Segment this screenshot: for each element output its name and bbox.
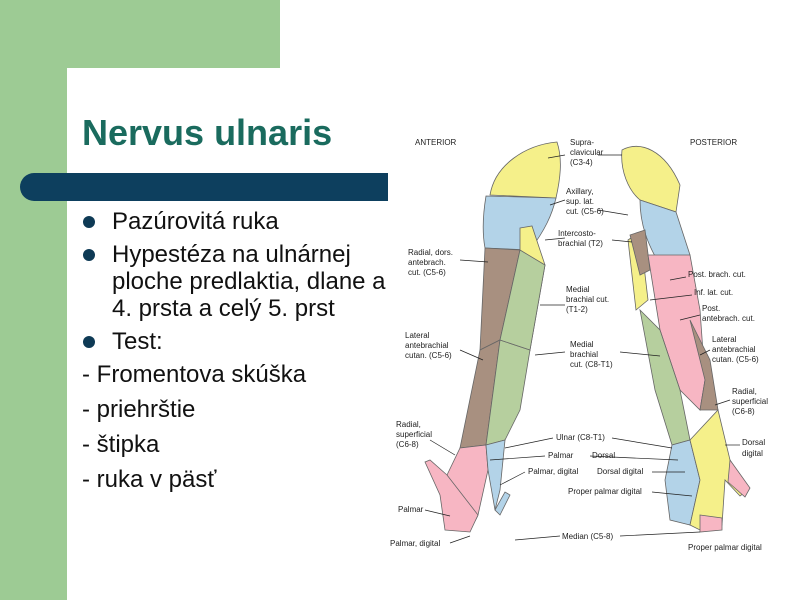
dash-item: - ruka v päsť bbox=[82, 466, 217, 493]
label-radial-superficial-anterior: (C6-8) bbox=[396, 440, 419, 449]
bullet-text: Hypestéza na ulnárnej ploche predlaktia, dlane a 4. prsta a celý 5. prst bbox=[112, 241, 386, 322]
bullet-dot-icon bbox=[83, 249, 95, 261]
bullet-item bbox=[80, 208, 390, 235]
label-lateral-antebrachial-anterior: cutan. (C5-6) bbox=[405, 351, 452, 360]
background-green-left bbox=[0, 0, 67, 600]
posterior-hand-radial bbox=[690, 410, 748, 530]
label-intercostobrachial: Intercosto- bbox=[558, 229, 596, 238]
label-medial-brachial-c8: Medial bbox=[570, 340, 594, 349]
label-palmar-digital-bottom: Palmar, digital bbox=[390, 539, 441, 548]
posterior-thumb bbox=[728, 460, 750, 497]
dash-item: - Fromentova skúška bbox=[82, 361, 307, 388]
bullet-item bbox=[80, 328, 390, 355]
label-lateral-antebrachial-posterior: Lateral bbox=[712, 335, 737, 344]
label-radial-dorsal: Radial, dors. bbox=[408, 248, 453, 257]
dash-item: - štipka bbox=[82, 431, 160, 458]
posterior-shoulder-region bbox=[622, 146, 680, 212]
label-radial-dorsal: cut. (C5-6) bbox=[408, 268, 446, 277]
label-radial-dorsal: antebrach. bbox=[408, 258, 446, 267]
dermatome-diagram bbox=[390, 130, 790, 560]
label-supraclavicular: (C3-4) bbox=[570, 158, 593, 167]
bullet-dot-icon bbox=[83, 336, 95, 348]
label-dorsal-digital-right: digital bbox=[742, 449, 763, 458]
label-axillary: cut. (C5-6) bbox=[566, 207, 604, 216]
label-inf-lat-cut: Inf. lat. cut. bbox=[694, 288, 734, 297]
title-underline-bar bbox=[20, 173, 388, 201]
anterior-upper-arm-region bbox=[483, 196, 556, 250]
label-supraclavicular: clavicular bbox=[570, 148, 604, 157]
dash-item: - priehrštie bbox=[82, 396, 196, 423]
label-dorsal-digital: Dorsal digital bbox=[597, 467, 644, 476]
bullet-list bbox=[80, 208, 390, 501]
label-supraclavicular: Supra- bbox=[570, 138, 595, 147]
label-medial-brachial-cut: (T1-2) bbox=[566, 305, 588, 314]
posterior-fingertips bbox=[700, 515, 722, 532]
bullet-text: Pazúrovitá ruka bbox=[112, 208, 279, 235]
label-post-brach-cut: Post. brach. cut. bbox=[688, 270, 746, 279]
posterior-header: POSTERIOR bbox=[690, 138, 738, 147]
label-radial-superficial-posterior: (C6-8) bbox=[732, 407, 755, 416]
label-lateral-antebrachial-anterior: Lateral bbox=[405, 331, 430, 340]
label-lateral-antebrachial-anterior: antebrachial bbox=[405, 341, 449, 350]
label-lateral-antebrachial-posterior: cutan. (C5-6) bbox=[712, 355, 759, 364]
label-proper-palmar-digital: Proper palmar digital bbox=[568, 487, 642, 496]
label-post-antebrach-cut: antebrach. cut. bbox=[702, 314, 755, 323]
label-medial-brachial-c8: cut. (C8-T1) bbox=[570, 360, 613, 369]
label-medial-brachial-cut: brachial cut. bbox=[566, 295, 610, 304]
label-radial-superficial-posterior: Radial, bbox=[732, 387, 757, 396]
bullet-dot-icon bbox=[83, 216, 95, 228]
label-palmar-bottom: Palmar bbox=[398, 505, 424, 514]
label-ulnar: Ulnar (C8-T1) bbox=[556, 433, 605, 442]
label-medial-brachial-c8: brachial bbox=[570, 350, 599, 359]
label-dorsal-digital-right: Dorsal bbox=[742, 438, 766, 447]
label-post-antebrach-cut: Post. bbox=[702, 304, 721, 313]
bullet-text: Test: bbox=[112, 328, 163, 355]
label-dorsal: Dorsal bbox=[592, 451, 616, 460]
anterior-header: ANTERIOR bbox=[415, 138, 457, 147]
label-axillary: Axillary, bbox=[566, 187, 594, 196]
label-palmar: Palmar bbox=[548, 451, 574, 460]
label-palmar-digital: Palmar, digital bbox=[528, 467, 579, 476]
bullet-item bbox=[80, 241, 390, 322]
label-radial-superficial-anterior: superficial bbox=[396, 430, 433, 439]
slide-title: Nervus ulnaris bbox=[82, 112, 333, 153]
label-radial-superficial-posterior: superficial bbox=[732, 397, 769, 406]
label-lateral-antebrachial-posterior: antebrachial bbox=[712, 345, 756, 354]
label-medial-brachial-cut: Medial bbox=[566, 285, 590, 294]
label-proper-palmar-digital-bottom: Proper palmar digital bbox=[688, 543, 762, 552]
label-axillary: sup. lat. bbox=[566, 197, 595, 206]
label-radial-superficial-anterior: Radial, bbox=[396, 420, 421, 429]
label-intercostobrachial: brachial (T2) bbox=[558, 239, 603, 248]
background-green-top bbox=[0, 0, 280, 68]
anterior-shoulder-region bbox=[490, 142, 560, 198]
label-median: Median (C5-8) bbox=[562, 532, 614, 541]
